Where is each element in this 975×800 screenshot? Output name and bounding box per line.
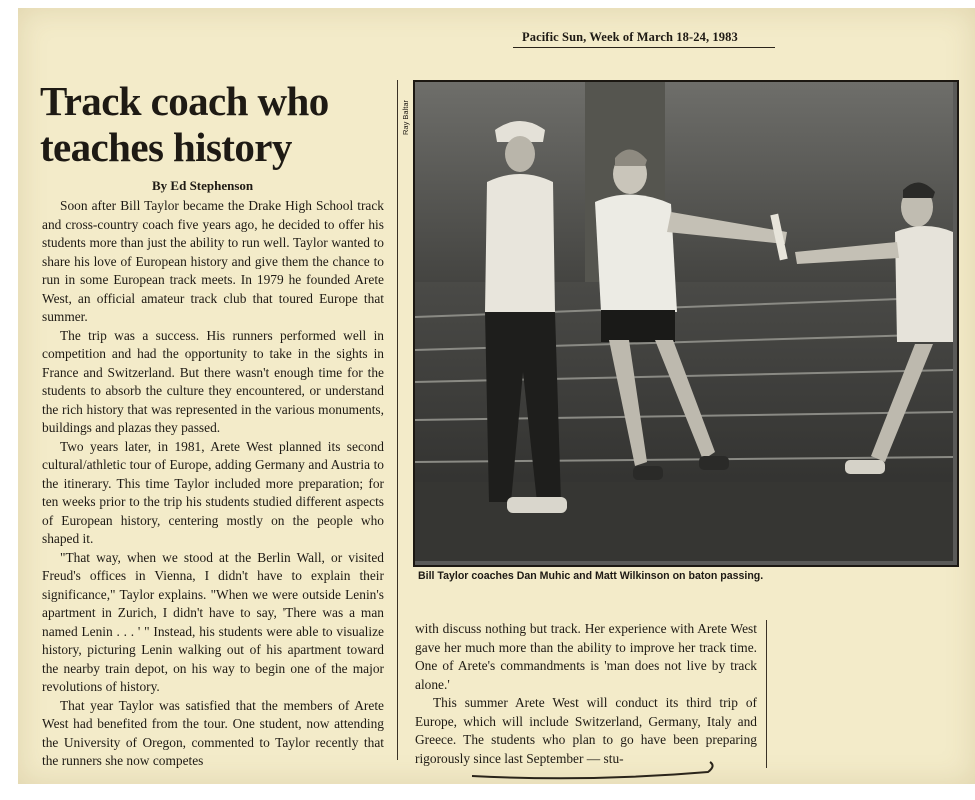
masthead-rule xyxy=(513,47,775,48)
paragraph: That year Taylor was satisfied that the members of Arete West had benefited from the tour. One student, now attending the University of Oregon, commented to Taylor recently that the runners she now competes xyxy=(42,697,384,768)
paragraph: Soon after Bill Taylor became the Drake High School track and cross-country coach five years ago, he decided to offer his students more than just the ability to run well. Taylor wanted to share his love of European history and give them the chance to run in some European track meets. In 1979 he founded Arete West, an official amateur track club that toured Europe that summer. xyxy=(42,198,384,324)
article-right-column xyxy=(415,620,757,768)
headline-line-1: Track coach who xyxy=(40,78,329,124)
byline: By Ed Stephenson xyxy=(152,178,254,193)
bottom-rule-swash xyxy=(470,760,720,784)
article-photo xyxy=(413,80,959,567)
article-left-column xyxy=(42,197,384,771)
paragraph: This summer Arete West will conduct its third trip of Europe, which will include Switzerland, Germany, Italy and Greece. The students who plan to go have been preparing rigorously since last September — stu- xyxy=(415,695,757,766)
photo-illustration xyxy=(415,82,953,561)
paragraph: "That way, when we stood at the Berlin Wall, or visited Freud's offices in Vienna, I didn't have to explain their significance," Taylor explains. "When we were outside Lenin's apartment in Zurich, I didn't have to say, 'There was a man named Lenin . . . ' " Instead, his students were able to visualize history, picturing Lenin walking out of his apartment toward the nearby train depot, on his way to begin one of the major revolutions of history. xyxy=(42,549,384,694)
paragraph: with discuss nothing but track. Her experience with Arete West gave her much more than the ability to improve her track time. One of Arete's commandments is 'man does not live by track alone.' xyxy=(415,621,757,692)
column-divider xyxy=(397,80,398,760)
paragraph: The trip was a success. His runners performed well in competition and had the opportunity to take in the sights in France and Switzerland. But there wasn't enough time for the students to absorb the culture they encountered, or understand the rich history that was represented in the various monuments, buildings and plazas they passed. xyxy=(42,327,384,435)
headline-line-2: teaches history xyxy=(40,124,292,170)
column-divider xyxy=(766,620,767,768)
paragraph: Two years later, in 1981, Arete West planned its second cultural/athletic tour of Europe, adding Germany and Austria to the itinerary. This time Taylor included more preparation; for ten weeks prior to the trip his students studied different aspects of European history, centering mostly on the people who shaped it. xyxy=(42,438,384,546)
photo-caption: Bill Taylor coaches Dan Muhic and Matt Wilkinson on baton passing. xyxy=(418,570,764,582)
masthead: Pacific Sun, Week of March 18-24, 1983 xyxy=(522,30,738,44)
photo-credit: Ray Baltar xyxy=(401,100,410,136)
headline xyxy=(40,78,400,170)
